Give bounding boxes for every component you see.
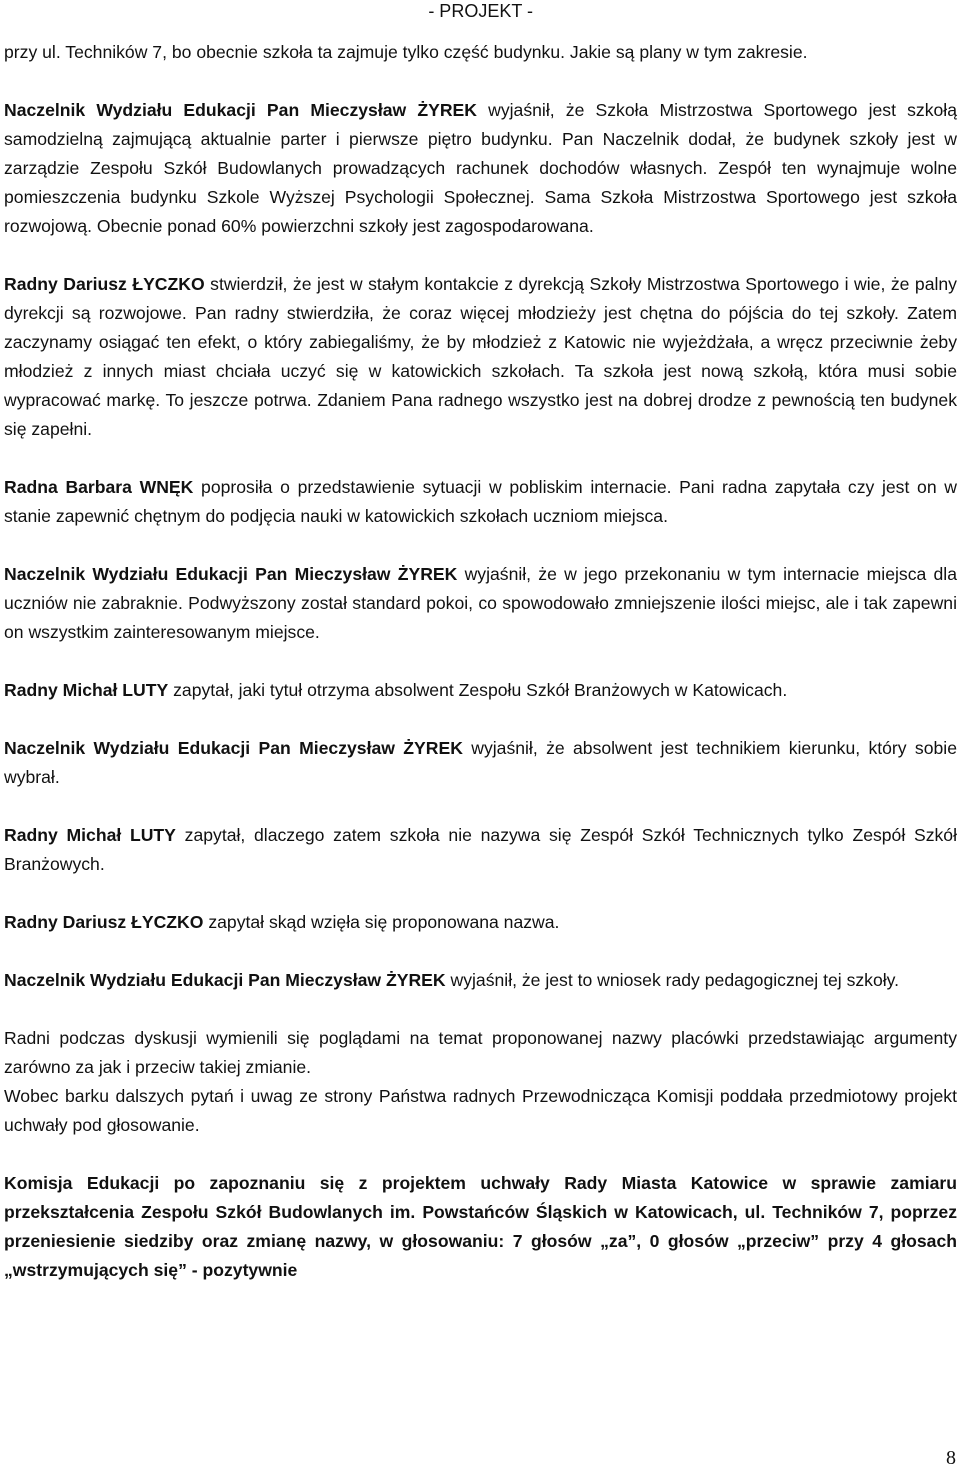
paragraph-text: zapytał skąd wzięła się proponowana nazwa. — [203, 912, 560, 932]
paragraph-10 — [4, 966, 957, 995]
paragraph-text: stwierdził, że jest w stałym kontakcie z dyrekcją Szkoły Mistrzostwa Sportowego i wie, że palny dyrekcji są rozwojowe. Pan radny stwierdziła, że coraz więcej młodzieży jest chętna do pójścia do tej szkoły. Zatem zaczynamy osiągać ten efekt, o który zabiegaliśmy, że by młodzież z Katowic nie wyjeżdżała, a wręcz przeciwnie żeby młodzież z innych miast chciała uczyć się w katowickich szkołach. Ta szkoła jest nową szkołą, która musi sobie wypracować markę. To jeszcze potrwa. Zdaniem Pana radnego wszystko jest na dobrej drodze z pewnością ten budynek się zapełni. — [4, 274, 957, 439]
paragraph-8 — [4, 821, 957, 879]
paragraph-1 — [4, 38, 957, 67]
paragraph-11 — [4, 1024, 957, 1082]
committee-resolution — [4, 1169, 957, 1285]
speaker-name: Naczelnik Wydziału Edukacji Pan Mieczysław ŻYREK — [4, 738, 463, 758]
speaker-name: Radny Michał LUTY — [4, 825, 176, 845]
speaker-name: Radny Michał LUTY — [4, 680, 169, 700]
resolution-text: Komisja Edukacji po zapoznaniu się z projektem uchwały Rady Miasta Katowice w sprawie zamiaru przekształcenia Zespołu Szkół Budowlanych im. Powstańców Śląskich w Katowicach, ul. Techników 7, poprzez przeniesienie siedziby oraz zmianę nazwy, w głosowaniu: 7 głosów „za”, 0 głosów „przeciw” przy 4 głosach „wstrzymujących się” - pozytywnie — [4, 1173, 957, 1280]
paragraph-12 — [4, 1082, 957, 1140]
speaker-name: Radny Dariusz ŁYCZKO — [4, 912, 204, 932]
speaker-name: Radna Barbara WNĘK — [4, 477, 194, 497]
paragraph-text: wyjaśnił, że w jego przekonaniu w tym internacie miejsca dla uczniów nie zabraknie. Podwyższony został standard pokoi, co spowodowało zmniejszenie ilości miejsc, ale i tak zapewni on wszystkim zainteresowanym miejsce. — [4, 564, 957, 642]
page-header — [0, 0, 960, 22]
paragraph-text: przy ul. Techników 7, bo obecnie szkoła ta zajmuje tylko część budynku. Jakie są plany w tym zakresie. — [4, 42, 808, 62]
paragraph-3 — [4, 270, 957, 444]
paragraph-text: poprosiła o przedstawienie sytuacji w pobliskim internacie. Pani radna zapytała czy jest on w stanie zapewnić chętnym do podjęcia nauki w katowickich szkołach uczniom miejsca. — [4, 477, 957, 526]
paragraph-5 — [4, 560, 957, 647]
paragraph-text: wyjaśnił, że jest to wniosek rady pedagogicznej tej szkoły. — [445, 970, 900, 990]
speaker-name: Naczelnik Wydziału Edukacji Pan Mieczysław ŻYREK — [4, 970, 446, 990]
speaker-name: Radny Dariusz ŁYCZKO — [4, 274, 205, 294]
paragraph-text: wyjaśnił, że absolwent jest technikiem kierunku, który sobie wybrał. — [4, 738, 957, 787]
paragraph-text: Wobec barku dalszych pytań i uwag ze strony Państwa radnych Przewodnicząca Komisji poddała przedmiotowy projekt uchwały pod głosowanie. — [4, 1086, 957, 1135]
paragraph-text: zapytał, jaki tytuł otrzyma absolwent Zespołu Szkół Branżowych w Katowicach. — [168, 680, 788, 700]
speaker-name: Naczelnik Wydziału Edukacji Pan Mieczysław ŻYREK — [4, 100, 477, 120]
paragraph-text: zapytał, dlaczego zatem szkoła nie nazywa się Zespół Szkół Technicznych tylko Zespół Szkół Branżowych. — [4, 825, 957, 874]
paragraph-text-continued: Pan Naczelnik dodał, że budynek szkoły jest w zarządzie Zespołu Szkół Budowlanych prowadzących rachunek dochodów własnych. Zespół ten wynajmuje wolne pomieszczenia budynku Szkole Wyższej Psychologii Społecznej. Sama Szkoła Mistrzostwa Sportowego jest szkoła rozwojową. Obecnie ponad 60% powierzchni szkoły jest zagospodarowana. — [4, 129, 957, 236]
paragraph-6 — [4, 676, 957, 705]
paragraph-text: wyjaśnił, że Szkoła Mistrzostwa Sportowego jest szkołą samodzielną zajmującą aktualnie parter i pierwsze piętro budynku. — [4, 100, 957, 149]
speaker-name: Naczelnik Wydziału Edukacji Pan Mieczysław ŻYREK — [4, 564, 458, 584]
paragraph-4 — [4, 473, 957, 531]
paragraph-2 — [4, 96, 957, 241]
project-label: - PROJEKT - — [428, 1, 533, 21]
document-body — [4, 38, 957, 1314]
paragraph-7 — [4, 734, 957, 792]
page-number: 8 — [946, 1447, 956, 1469]
paragraph-9 — [4, 908, 957, 937]
paragraph-text: Radni podczas dyskusji wymienili się poglądami na temat proponowanej nazwy placówki przedstawiając argumenty zarówno za jak i przeciw takiej zmianie. — [4, 1028, 957, 1077]
